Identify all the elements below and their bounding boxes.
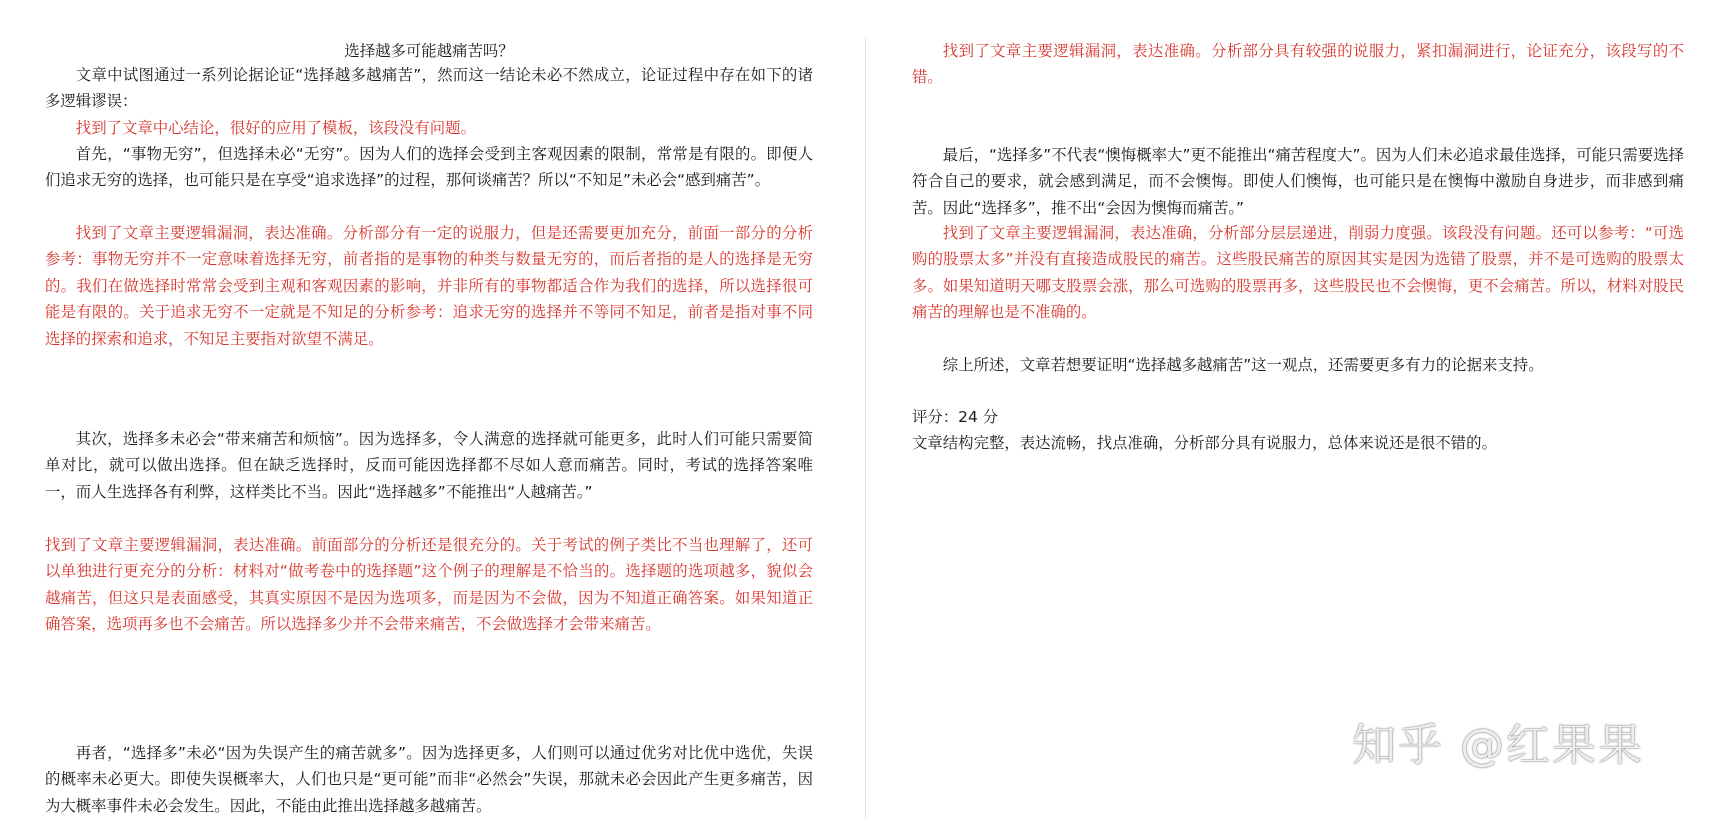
- argument-paragraph-1: 首先，“事物无穷”，但选择未必“无穷”。因为人们的选择会受到主客观因素的限制，常常是有限的。即便人们追求无穷的选择，也可能只是在享受“追求选择”的过程，那何谈痛苦？所以“不知足”未必会“感到痛苦”。: [45, 145, 813, 190]
- right-page: [867, 0, 1709, 819]
- argument-paragraph-2: 其次，选择多未必会“带来痛苦和烦恼”。因为选择多，令人满意的选择就可能更多，此时人们可能只需要简单对比，就可以做出选择。但在缺乏选择时，反而可能因选择都不尽如人意而痛苦。同时，考试的选择答案唯一，而人生选择各有利弊，这样类比不当。因此“选择越多”不能推出“人越痛苦。”: [45, 430, 813, 501]
- argument-paragraph-3: 再者，“选择多”未必“因为失误产生的痛苦就多”。因为选择更多，人们则可以通过优劣对比优中选优，失误的概率未必更大。即使失误概率大，人们也只是“更可能”而非“必然会”失误，那就未必会因此产生更多痛苦，因为大概率事件未必会发生。因此，不能由此推出选择越多越痛苦。: [45, 744, 813, 815]
- teacher-comment-4: 找到了文章主要逻辑漏洞，表达准确。分析部分具有较强的说服力，紧扣漏洞进行，论证充分，该段写的不错。: [912, 42, 1684, 87]
- page-divider: [865, 38, 866, 819]
- argument-paragraph-4: 最后，“选择多”不代表“懊悔概率大”更不能推出“痛苦程度大”。因为人们未必追求最佳选择，可能只需要选择符合自己的要求，就会感到满足，而不会懊悔。即使人们懊悔，也可能只是在懊悔中激励自身进步，而非感到痛苦。因此“选择多”，推不出“会因为懊悔而痛苦。”: [912, 146, 1684, 217]
- zhihu-watermark: 知乎 @红果果: [1352, 720, 1644, 771]
- teacher-comment-1: 找到了文章中心结论，很好的应用了模板，该段没有问题。: [75, 119, 476, 137]
- score-line: 评分：24 分: [912, 408, 999, 426]
- intro-paragraph: 文章中试图通过一系列论据论证“选择越多越痛苦”，然而这一结论未必不然成立，论证过程中存在如下的诸多逻辑谬误：: [45, 66, 813, 111]
- teacher-comment-2: 找到了文章主要逻辑漏洞，表达准确。分析部分有一定的说服力，但是还需要更加充分，前面一部分的分析参考：事物无穷并不一定意味着选择无穷，前者指的是事物的种类与数量无穷的，而后者指的是人的选择是无穷的。我们在做选择时常常会受到主观和客观因素的影响，并非所有的事物都适合作为我们的选择，所以选择很可能是有限的。关于追求无穷不一定就是不知足的分析参考：追求无穷的选择并不等同不知足，前者是指对事不同选择的探索和追求，不知足主要指对欲望不满足。: [45, 224, 813, 348]
- overall-summary: 文章结构完整，表达流畅，找点准确，分析部分具有说服力，总体来说还是很不错的。: [912, 434, 1497, 452]
- teacher-comment-5: 找到了文章主要逻辑漏洞，表达准确，分析部分层层递进，削弱力度强。该段没有问题。还可以参考：“可选购的股票太多”并没有直接造成股民的痛苦。这些股民痛苦的原因其实是因为选错了股票，并不是可选购的股票太多。如果知道明天哪支股票会涨，那么可选购的股票再多，这些股民也不会懊悔，更不会痛苦。所以，材料对股民痛苦的理解也是不准确的。: [912, 224, 1684, 322]
- conclusion-paragraph: 综上所述，文章若想要证明“选择越多越痛苦”这一观点，还需要更多有力的论据来支持。: [942, 356, 1544, 374]
- document-title: 选择越多可能越痛苦吗？: [344, 42, 514, 60]
- teacher-comment-3: 找到了文章主要逻辑漏洞，表达准确。前面部分的分析还是很充分的。关于考试的例子类比不当也理解了，还可以单独进行更充分的分析：材料对“做考卷中的选择题”这个例子的理解是不恰当的。选择题的选项越多，貌似会越痛苦，但这只是表面感受，其真实原因不是因为选项多，而是因为不会做，因为不知道正确答案。如果知道正确答案，选项再多也不会痛苦。所以选择多少并不会带来痛苦，不会做选择才会带来痛苦。: [45, 536, 813, 634]
